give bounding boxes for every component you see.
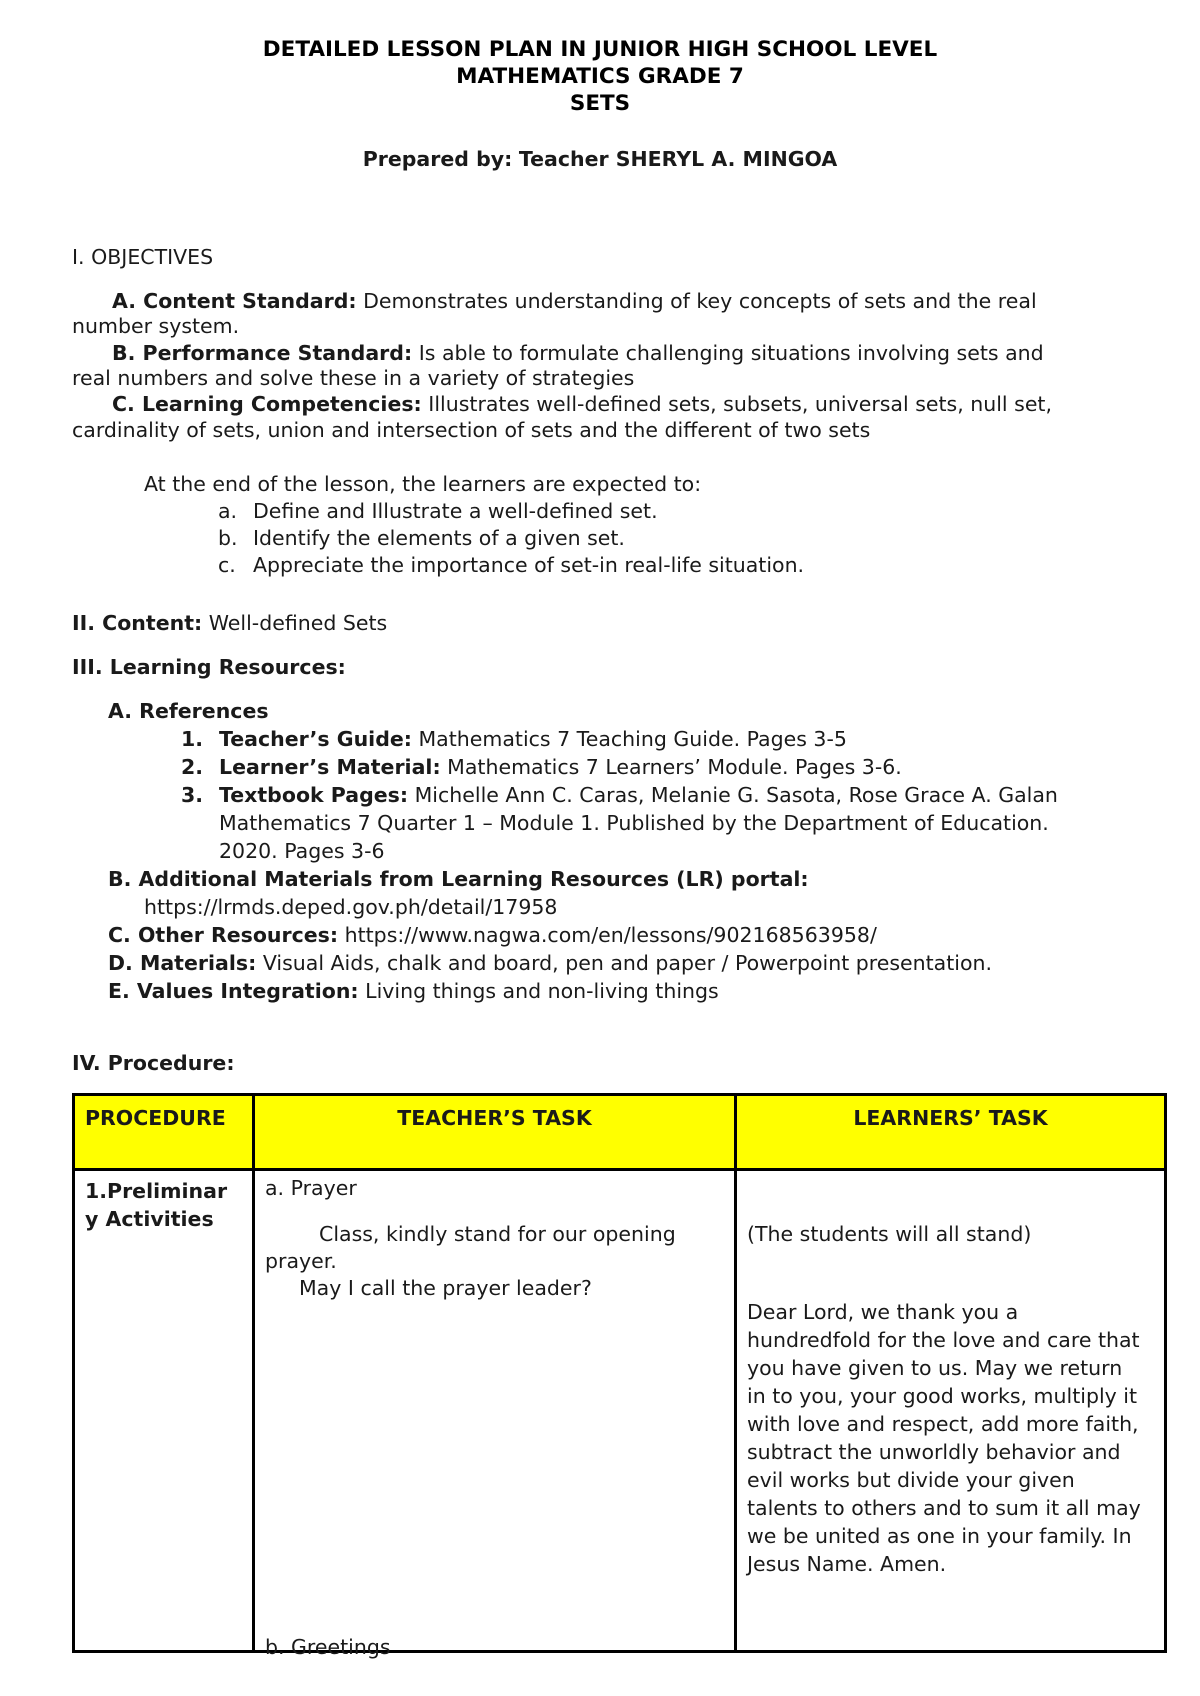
learning-competencies-text: Illustrates well-defined sets, subsets, universal sets, null set, (428, 392, 1052, 416)
learners-prayer-text: Dear Lord, we thank you a hundredfold for the love and care that you have given to us. May we return in to you, your good works, multiply it with love and respect, add more faith, subtract the unworldly behavior and evil works but divide your given talents to others and to sum it all may we be united as one in your family. In Jesus Name. Amen. (747, 1300, 1141, 1576)
reference-text-cont: Mathematics 7 Quarter 1 – Module 1. Published by the Department of Education. (219, 811, 1049, 835)
objectives-intro: At the end of the lesson, the learners are expected to: (144, 472, 702, 496)
document-title-line2: MATHEMATICS GRADE 7 (456, 64, 744, 89)
teacher-prayer-label: a. Prayer (265, 1176, 357, 1200)
teacher-prayer-text-cont: prayer. (265, 1249, 337, 1273)
reference-text-cont: 2020. Pages 3-6 (219, 839, 385, 863)
performance-standard-cont: real numbers and solve these in a variety of strategies (72, 366, 635, 390)
document-title-line1: DETAILED LESSON PLAN IN JUNIOR HIGH SCHOOL LEVEL (262, 37, 938, 62)
reference-text: Mathematics 7 Learners’ Module. Pages 3-6. (447, 755, 902, 779)
procedure-cell (74, 1170, 254, 1652)
references-heading: A. References (108, 699, 269, 723)
content-label: II. Content: (72, 611, 203, 635)
other-resources-label: C. Other Resources: (108, 923, 339, 947)
lr-portal-link[interactable]: https://lrmds.deped.gov.ph/detail/17958 (144, 895, 558, 919)
objective-item-text: Define and Illustrate a well-defined set. (253, 499, 658, 523)
content-standard-label: A. Content Standard: (112, 289, 357, 313)
performance-standard (112, 340, 1044, 366)
values-integration (108, 978, 719, 1004)
values-integration-label: E. Values Integration: (108, 979, 359, 1003)
teacher-task-cell (254, 1170, 736, 1659)
reference-text: Mathematics 7 Teaching Guide. Pages 3-5 (418, 727, 847, 751)
reference-number: 1. (181, 727, 204, 751)
prepared-by-label: Prepared by: (362, 147, 513, 171)
performance-standard-label: B. Performance Standard: (112, 341, 413, 365)
objective-item-text: Appreciate the importance of set-in real-life situation. (253, 553, 805, 577)
prepared-by-value: Teacher SHERYL A. MINGOA (518, 147, 838, 171)
teacher-prayer-leader: May I call the prayer leader? (299, 1276, 592, 1300)
objective-item-letter: a. (218, 499, 238, 523)
table-header-row (74, 1095, 1166, 1170)
resources-heading: III. Learning Resources: (72, 655, 346, 679)
procedure-table (72, 1093, 1167, 1659)
reference-label: Learner’s Material: (219, 755, 441, 779)
objective-item-letter: c. (218, 553, 236, 577)
objective-item-text: Identify the elements of a given set. (253, 526, 625, 550)
reference-item (219, 754, 902, 780)
learning-competencies (112, 391, 1052, 417)
document-title-line3: SETS (569, 91, 631, 116)
content-standard-text: Demonstrates understanding of key concepts of sets and the real (363, 289, 1037, 313)
content-standard (112, 288, 1037, 314)
reference-number: 3. (181, 783, 204, 807)
objectives-heading: I. OBJECTIVES (72, 245, 214, 269)
additional-materials-label: B. Additional Materials from Learning Resources (LR) portal: (108, 867, 809, 891)
reference-item (219, 782, 1058, 808)
procedure-heading: IV. Procedure: (72, 1051, 235, 1075)
learning-competencies-label: C. Learning Competencies: (112, 392, 422, 416)
reference-label: Textbook Pages: (219, 783, 409, 807)
other-resources-link[interactable]: https://www.nagwa.com/en/lessons/902168563958/ (344, 923, 877, 947)
materials (108, 950, 992, 976)
learners-task-cell (736, 1170, 1166, 1652)
column-header-learners: LEARNERS’ TASK (736, 1095, 1166, 1170)
content-value: Well-defined Sets (208, 611, 388, 635)
materials-label: D. Materials: (108, 951, 257, 975)
column-header-teacher: TEACHER’S TASK (254, 1095, 736, 1170)
learning-competencies-cont: cardinality of sets, union and intersection of sets and the different of two sets (72, 418, 871, 442)
content-section (72, 610, 387, 636)
learners-stand-text: (The students will all stand) (747, 1222, 1032, 1246)
other-resources (108, 922, 877, 948)
teacher-prayer-text: Class, kindly stand for our opening (319, 1222, 676, 1246)
reference-number: 2. (181, 755, 204, 779)
performance-standard-text: Is able to formulate challenging situations involving sets and (418, 341, 1044, 365)
objective-item-letter: b. (218, 526, 238, 550)
materials-text: Visual Aids, chalk and board, pen and paper / Powerpoint presentation. (262, 951, 993, 975)
content-standard-cont: number system. (72, 314, 240, 338)
teacher-greetings-label: b. Greetings (265, 1635, 391, 1659)
values-integration-text: Living things and non-living things (365, 979, 719, 1003)
prepared-by (0, 146, 1200, 172)
reference-text: Michelle Ann C. Caras, Melanie G. Sasota, Rose Grace A. Galan (414, 783, 1058, 807)
reference-item (219, 726, 847, 752)
procedure-step-line1: 1.Preliminar (85, 1179, 228, 1203)
table-row (74, 1170, 1166, 1652)
reference-label: Teacher’s Guide: (219, 727, 412, 751)
procedure-step-line2: y Activities (85, 1207, 214, 1231)
column-header-procedure: PROCEDURE (74, 1095, 254, 1170)
